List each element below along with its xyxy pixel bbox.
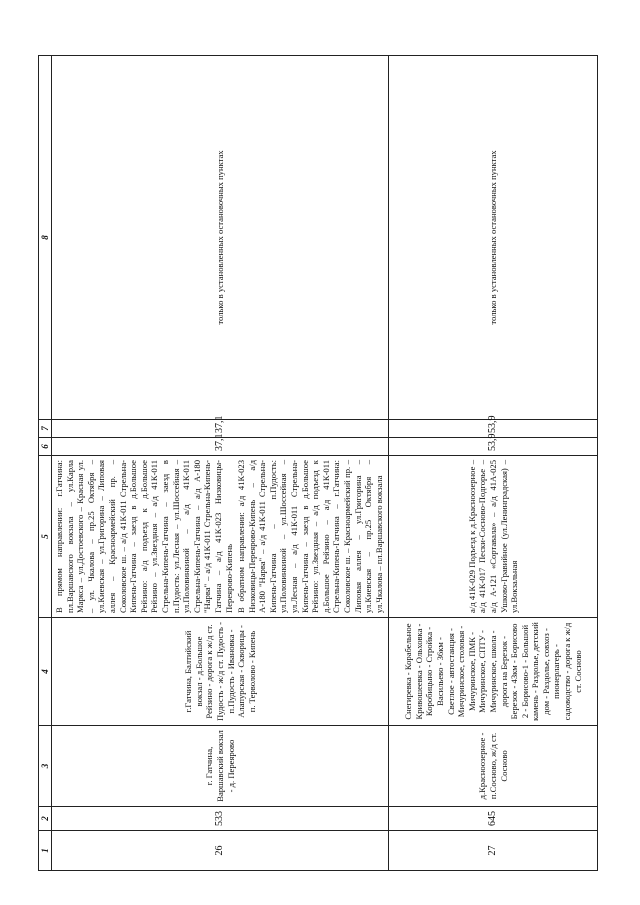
table-row-route-645 <box>389 56 598 871</box>
route-length-forward: 53,9 <box>389 438 598 456</box>
column-number: 1 <box>39 831 52 871</box>
column-number: 3 <box>39 726 52 807</box>
route-path-forward: В прямом направлении: г.Гатчина: пл.Варшавского вокзала – ул.Карла Маркса – ул.Достоевского – Красная ул. – ул. Чкалова – пр.25 Октября – ул.Киевская – ул.Григорина – Липовая аллея – Красноармейский пр. – Соколовское ш. – а/д 41К-011 Стрельна-Кипень-Гатчина – заезд в д.Большое Рейзино: а/д подъезд к д.Большое Рейзино – ул.Звездная – а/д 41К-011 Стрельна-Кипень-Гатчина – заезд в п.Пудость: ул.Лесная – ул.Шоссейная – ул.Половинкиной – а/д 41К-011 Стрельна-Кипень-Гатчина – а/д А-180 "Нарва" – а/д 41К-011 Стрельна-Кипень-Гатчина – а/д 41К-023 Низковицы-Переярово-Кипень <box>54 460 234 613</box>
column-number: 6 <box>39 438 52 456</box>
column-number-row <box>39 56 52 871</box>
boarding-note: только в установленных остановочных пунктах <box>389 56 598 420</box>
route-path-backward: В обратном направлении: а/д 41К-023 Низковицы-Переярово-Кипень – а/д А-180 "Нарва" – а/д 41К-011 Стрельна-Кипень-Гатчина – п.Пудость: ул.Половинкиной – ул.Шоссейная – ул.Лесная – а/д 41К-011 Стрельна-Кипень-Гатчина – заезд в д.Большое Рейзино: ул.Звездная – а/д подъезд к д.Большое Рейзино – а/д 41К-011 Стрельна-Кипень-Гатчина – г.Гатчина: Соколовское ш. – Красноармейский пр. – Липовая аллея – ул.Григорина – ул.Киевская – пр.25 Октября – ул.Чкалова – пл.Варшавского вокзала <box>236 460 384 613</box>
row-index: 26 <box>52 831 389 871</box>
column-number: 4 <box>39 618 52 726</box>
route-path-cell <box>52 456 389 618</box>
route-number: 645 <box>389 807 598 831</box>
route-name: д.Красноозерное - п.Сосново, ж/д ст. Сосново <box>389 726 598 807</box>
routes-table-rotated <box>38 56 598 871</box>
route-path: а/д 41К-029 Подъезд к д.Красноозерное – а/д 41К-017 Пески-Сосново-Подгорье – а/д А-121 «Сортавала» – а/д 41А-025 Ушково-Гравийное (ул.Ленинградская) – ул.Вокзальная <box>389 456 598 618</box>
route-name: г. Гатчина, Варшавский вокзал - д. Переярово <box>52 726 389 807</box>
column-number: 8 <box>39 56 52 420</box>
route-length-forward: 37,1 <box>52 438 389 456</box>
boarding-note: только в установленных остановочных пунктах <box>52 56 389 420</box>
routes-table <box>38 55 598 871</box>
column-number: 2 <box>39 807 52 831</box>
route-stops: Снегиревка - Корабельное Кривошеевка - Ольховка - Коробицыно - Стройка - Васильево - 36км - Светлое - автостанция - Мичуринское, столовая - Мичуринское, ПМК - Мичуринское, СПТУ - Мичуринское, школа - дорога на Березок - Березок - 43км - Борисово 2 - Борисово-1 - Большой камень - Раздолье, детский дом - Раздолье, совхоз - пионерлагерь - садоводство - дорога к ж/д ст. Сосново <box>389 618 598 726</box>
route-length-backward: 53,9 <box>389 420 598 438</box>
route-length-backward: 37,1 <box>52 420 389 438</box>
column-number: 5 <box>39 456 52 618</box>
table-row-route-533 <box>52 56 389 871</box>
row-index: 27 <box>389 831 598 871</box>
route-number: 533 <box>52 807 389 831</box>
column-number: 7 <box>39 420 52 438</box>
route-stops: г.Гатчина, Балтийский вокзал - д.Большое Рейзино - дорога к ж/д ст. Пудость - ж/д ст. Пудость - п.Пудость - Ивановка - Алапурская - Скворицы - п. Терволово - Кипень <box>52 618 389 726</box>
